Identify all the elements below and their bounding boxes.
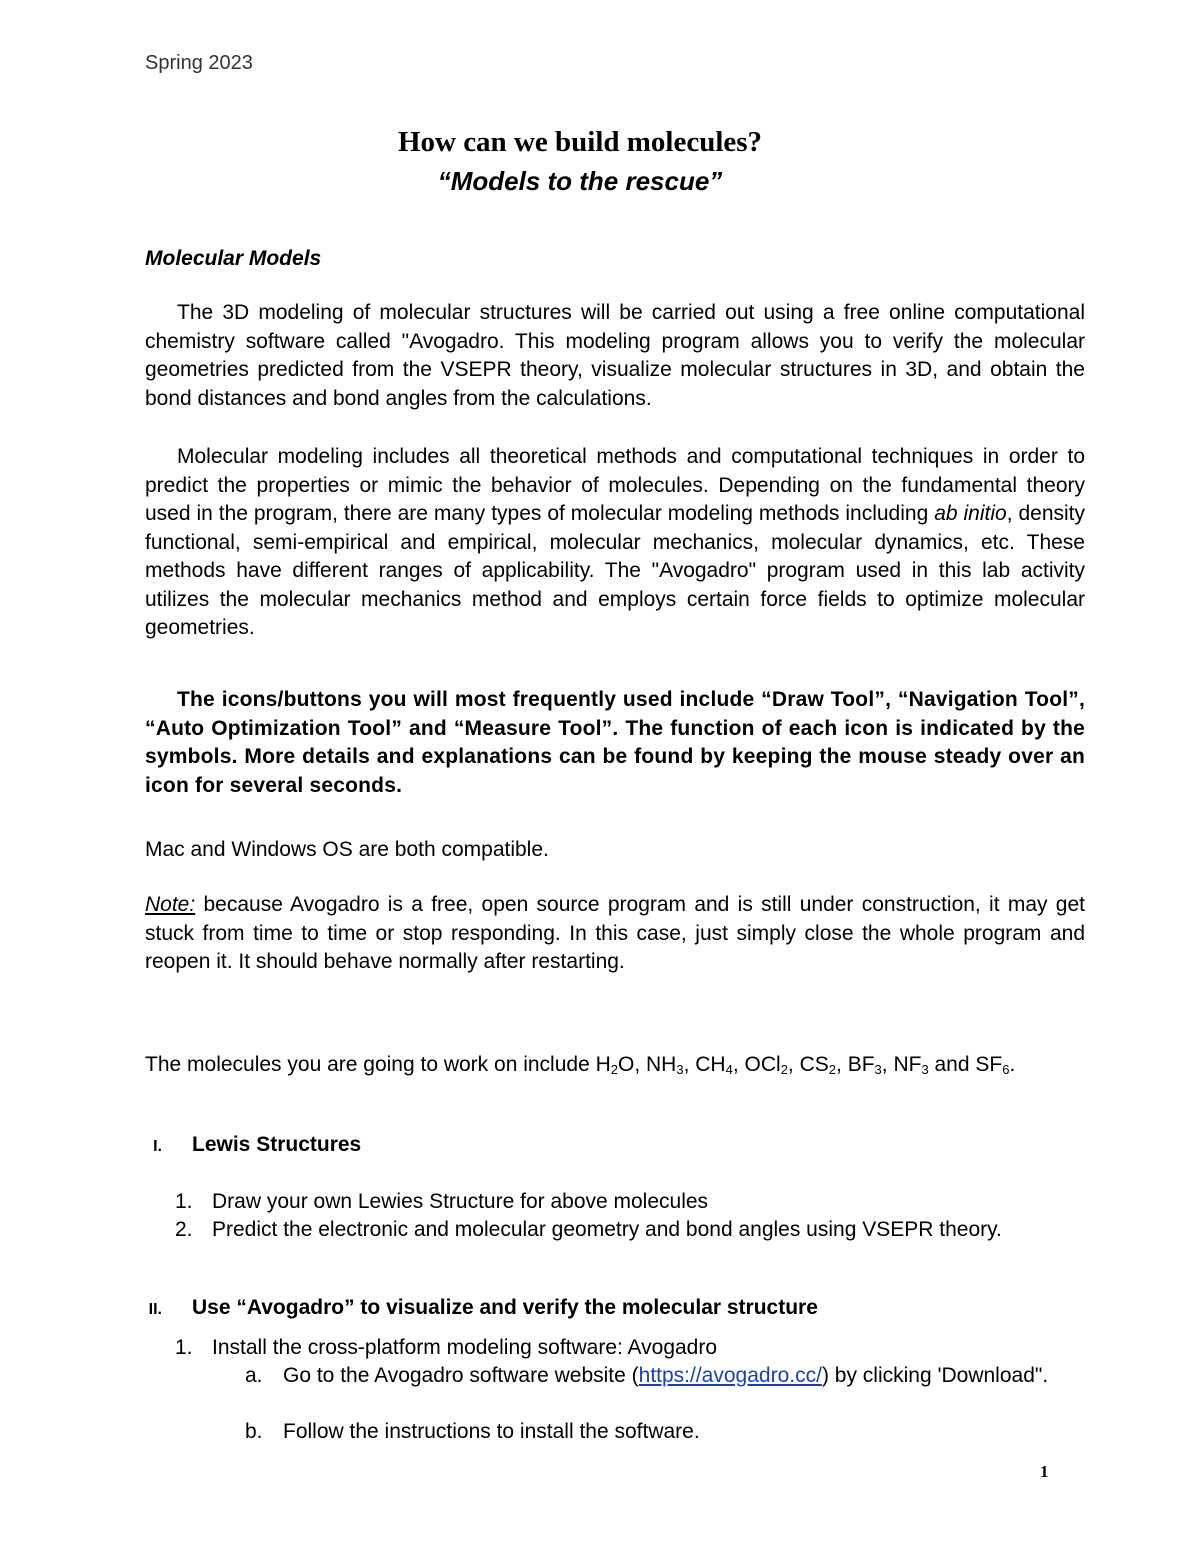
intro-paragraph-1 <box>145 299 1085 413</box>
molecules-lead: The molecules you are going to work on include <box>145 1053 596 1076</box>
note-paragraph <box>145 891 1085 977</box>
molecule-formula: OCl$_2$, <box>744 1053 800 1077</box>
intro-p2-text-a: Molecular modeling includes all theoretical methods and computational techniques in order to predict the properties or mimic the behavior of molecules. Depending on the fundamental theory used in the program, there are many types of molecular modeling methods including <box>145 445 1085 525</box>
page-title: How can we build molecules? <box>397 126 763 158</box>
section-1-heading <box>96 1133 361 1157</box>
sub-a-post: ) by clicking 'Download". <box>821 1364 1049 1387</box>
intro-p2-text-b: , density functional, semi-empirical and empirical, molecular mechanics, molecular dynamics, etc. These methods have different ranges of applicability. The "Avogadro" program used in this lab activity utilizes the molecular mechanics method and employs certain force fields to optimize molecular geometries. <box>145 502 1085 639</box>
sub-list-text <box>283 1362 1085 1389</box>
note-text: because Avogadro is a free, open source program and is still under construction, it may get stuck from time to time or stop responding. In this case, just simply close the whole program and reopen it. It should behave normally after restarting. <box>145 893 1085 973</box>
icons-paragraph-text: The icons/buttons you will most frequently used include “Draw Tool”, “Navigation Tool”, “Auto Optimization Tool” and “Measure Tool”. The function of each icon is indicated by the symbols. More details and explanations can be found by keeping the mouse steady over an icon for several seconds. <box>145 688 1085 797</box>
intro-paragraph-2 <box>145 443 1085 643</box>
sub-list-letter: a. <box>245 1364 263 1387</box>
section-1-number: I. <box>153 1138 162 1155</box>
sub-list-text: Follow the instructions to install the software. <box>283 1420 700 1443</box>
section-2-heading <box>96 1296 818 1320</box>
molecules-list <box>596 1053 1016 1076</box>
sub-list-letter: b. <box>245 1420 263 1443</box>
list-item-text: Draw your own Lewies Structure for above molecules <box>212 1190 709 1213</box>
section-heading: Molecular Models <box>145 247 322 270</box>
section-2-number: II. <box>148 1301 162 1318</box>
note-label: Note: <box>145 893 196 916</box>
list-item-text: Predict the electronic and molecular geometry and bond angles using VSEPR theory. <box>212 1218 1002 1241</box>
section-2-list <box>175 1334 1095 1444</box>
list-item-number: 1. <box>175 1336 193 1359</box>
page-header: Spring 2023 <box>145 52 253 74</box>
molecules-paragraph <box>145 1051 1105 1085</box>
page-number: 1 <box>1040 1462 1049 1481</box>
molecule-formula: $H_2O$, <box>595 1053 647 1077</box>
molecule-formula: $BF_3$, <box>847 1053 894 1077</box>
sub-a-pre: Go to the Avogadro software website ( <box>283 1364 639 1387</box>
section-1-list <box>175 1188 1095 1268</box>
list-item-number: 2. <box>175 1218 193 1241</box>
section-2-title: Use “Avogadro” to visualize and verify the molecular structure <box>192 1296 818 1319</box>
list-item-text: Install the cross-platform modeling software: Avogadro <box>212 1336 718 1359</box>
molecule-formula: $SF_6$. <box>975 1053 1016 1077</box>
molecule-formula: $NH_3$, <box>646 1053 696 1077</box>
molecule-formula: $NF_3$ and <box>893 1053 976 1077</box>
list-item-number: 1. <box>175 1190 193 1213</box>
page-subtitle: “Models to the rescue” <box>437 166 723 196</box>
intro-p2-italic: ab initio <box>934 502 1007 525</box>
compat-paragraph: Mac and Windows OS are both compatible. <box>145 838 549 861</box>
icons-paragraph <box>145 686 1085 800</box>
molecule-formula: $CH_4$, <box>695 1053 745 1077</box>
molecule-formula: $CS_2$, <box>799 1053 848 1077</box>
avogadro-link[interactable]: https://avogadro.cc/ <box>638 1364 822 1387</box>
section-1-title: Lewis Structures <box>192 1133 362 1156</box>
intro-p1-text: The 3D modeling of molecular structures will be carried out using a free online computational chemistry software called "Avogadro. This modeling program allows you to verify the molecular geometries predicted from the VSEPR theory, visualize molecular structures in 3D, and obtain the bond distances and bond angles from the calculations. <box>145 301 1085 410</box>
